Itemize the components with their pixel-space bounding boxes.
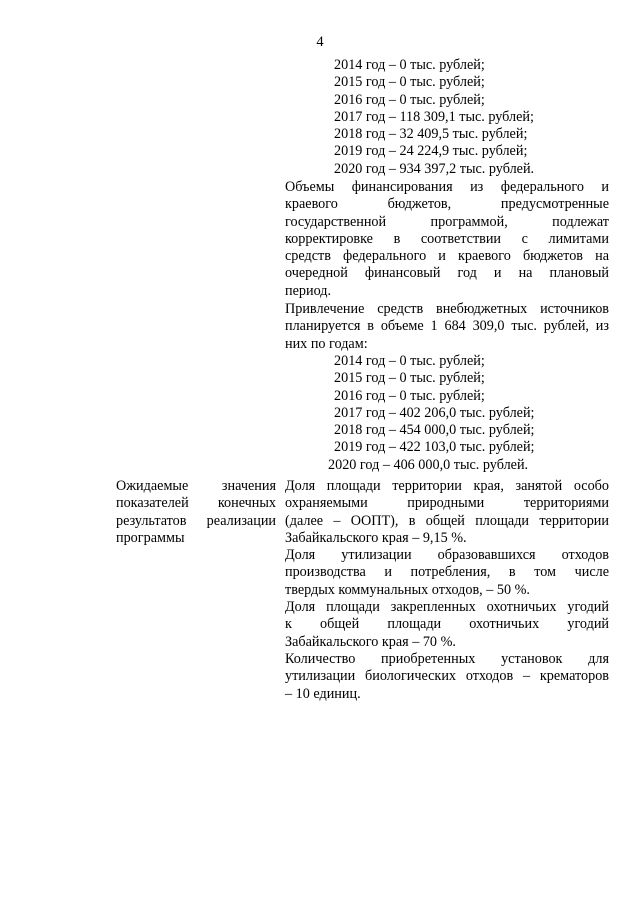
result-line: твердых коммунальных отходов, – 50 %. [285, 581, 530, 598]
budget-year-2014: 2014 год – 0 тыс. рублей; [334, 57, 485, 73]
budget-years-list [285, 57, 625, 178]
expected-results-label-line: программы [116, 529, 185, 546]
budget-year-2018: 2018 год – 32 409,5 тыс. рублей; [334, 126, 528, 143]
extra-budget-years-list [285, 353, 625, 474]
result-crematoria [285, 651, 609, 703]
extra-budget-year-2020: 2020 год – 406 000,0 тыс. рублей. [328, 456, 529, 473]
page-number: 4 [316, 34, 324, 50]
result-line: (далее – ООПТ), в общей площади территории [285, 512, 609, 529]
funding-note-line: очередной финансовый год и на плановый [285, 265, 609, 282]
result-line: Доля утилизации образовавшихся отходов [285, 547, 609, 563]
expected-results-label-line: показателей конечных [116, 495, 276, 512]
budget-year-2020: 2020 год – 934 397,2 тыс. рублей. [334, 160, 535, 177]
expected-results-label-line: Ожидаемые значения [116, 478, 276, 494]
funding-note-line: Объемы финансирования из федерального и [285, 179, 609, 195]
funding-note-line: государственной программой, подлежат [285, 213, 609, 230]
funding-note-paragraph [285, 179, 609, 300]
result-line: к общей площади охотничьих угодий [285, 616, 609, 633]
result-line: производства и потребления, в том числе [285, 564, 609, 581]
funding-note-line: период. [285, 282, 332, 299]
result-line: – 10 единиц. [285, 685, 361, 702]
budget-year-2016: 2016 год – 0 тыс. рублей; [334, 91, 485, 108]
extra-budget-line: них по годам: [285, 335, 368, 352]
result-line: Доля площади территории края, занятой особо [285, 478, 609, 494]
result-hunting-grounds [285, 599, 609, 651]
extra-budget-year-2017: 2017 год – 402 206,0 тыс. рублей; [334, 404, 535, 421]
result-line: охраняемыми природными территориями [285, 495, 609, 512]
extra-budget-line: планируется в объеме 1 684 309,0 тыс. рублей, из [285, 318, 609, 335]
result-oopt [285, 478, 609, 547]
funding-note-line: краевого бюджетов, предусмотренные [285, 196, 609, 213]
budget-year-2015: 2015 год – 0 тыс. рублей; [334, 74, 485, 91]
extra-budget-year-2018: 2018 год – 454 000,0 тыс. рублей; [334, 422, 535, 439]
result-line: Забайкальского края – 70 %. [285, 633, 456, 650]
extra-budget-year-2016: 2016 год – 0 тыс. рублей; [334, 387, 485, 404]
result-line: утилизации биологических отходов – крематоров [285, 668, 609, 685]
extra-budget-year-2014: 2014 год – 0 тыс. рублей; [334, 353, 485, 369]
funding-note-line: корректировке в соответствии с лимитами [285, 230, 609, 247]
result-line: Количество приобретенных установок для [285, 651, 609, 667]
extra-budget-year-2019: 2019 год – 422 103,0 тыс. рублей; [334, 439, 535, 456]
extra-budget-line: Привлечение средств внебюджетных источников [285, 301, 609, 317]
funding-note-line: средств федерального и краевого бюджетов на [285, 248, 609, 265]
extra-budget-paragraph [285, 301, 609, 353]
result-line: Доля площади закрепленных охотничьих угодий [285, 599, 609, 615]
expected-results-label [116, 478, 276, 547]
extra-budget-year-2015: 2015 год – 0 тыс. рублей; [334, 370, 485, 387]
result-waste-utilization [285, 547, 609, 599]
budget-year-2019: 2019 год – 24 224,9 тыс. рублей; [334, 143, 528, 160]
result-line: Забайкальского края – 9,15 %. [285, 529, 467, 546]
expected-results-label-line: результатов реализации [116, 512, 276, 529]
budget-year-2017: 2017 год – 118 309,1 тыс. рублей; [334, 108, 534, 125]
